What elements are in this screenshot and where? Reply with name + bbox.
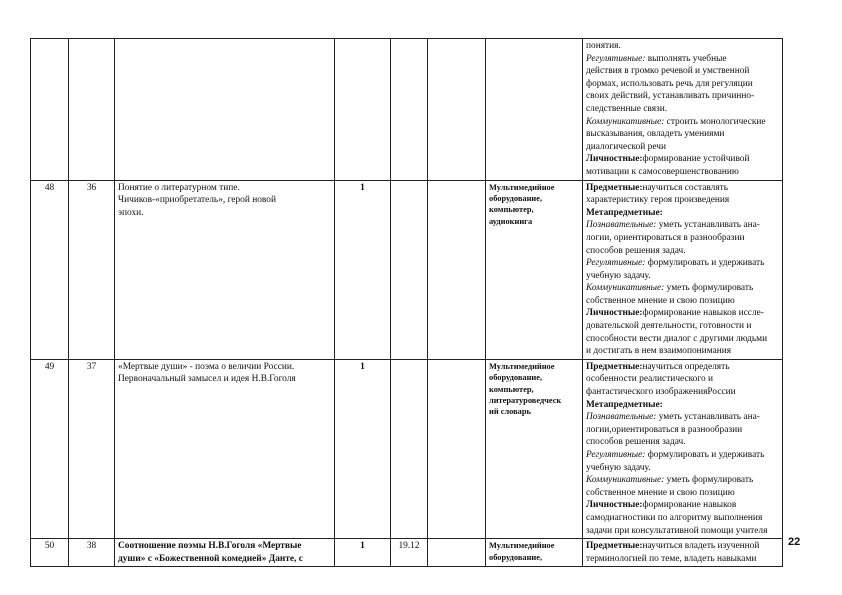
result-line <box>586 207 779 220</box>
result-line <box>586 90 779 103</box>
result-line <box>586 78 779 91</box>
equipment <box>486 180 583 359</box>
cell-empty <box>428 539 486 567</box>
equipment-line: компьютер, <box>489 384 534 394</box>
topic-line: Первоначальный замысел и идея Н.В.Гоголя <box>118 374 296 385</box>
result-line <box>586 166 779 179</box>
result-heading-italic: Регулятивные: <box>586 258 646 269</box>
result-text: особенности реалистического и <box>586 374 714 385</box>
result-line <box>586 257 779 270</box>
result-line <box>586 345 779 358</box>
lesson-number: 48 <box>31 180 69 359</box>
result-line <box>586 361 779 374</box>
result-heading-bold: Личностные: <box>586 500 643 511</box>
result-line <box>586 487 779 500</box>
result-line <box>586 399 779 412</box>
result-line <box>586 499 779 512</box>
result-line <box>586 386 779 399</box>
date <box>391 359 428 538</box>
result-text: формирование навыков <box>642 500 737 511</box>
result-text: логии,ориентироваться в разнообразии <box>586 424 743 435</box>
table-row <box>31 539 783 567</box>
equipment <box>486 539 583 567</box>
equipment-line: ий словарь <box>489 407 531 417</box>
result-text: формирование навыков иссле- <box>642 308 764 319</box>
result-text: своих действий, устанавливать причинно- <box>586 91 755 102</box>
result-text: высказывания, овладеть умениями <box>586 129 725 140</box>
result-line <box>586 116 779 129</box>
result-heading-italic: Познавательные: <box>586 412 657 423</box>
result-text: собственное мнение и свою позицию <box>586 295 735 306</box>
lesson-plan-sheet <box>30 38 782 564</box>
topic-line: «Мертвые души» - поэма о величии России. <box>118 361 295 372</box>
equipment <box>486 359 583 538</box>
topic-number: 36 <box>69 180 115 359</box>
topic-number: 37 <box>69 359 115 538</box>
result-text: фантастического изображенияРоссии <box>586 387 736 398</box>
lesson-topic <box>115 180 335 359</box>
result-text: формах, использовать речь для регуляции <box>586 78 753 89</box>
result-text: самодиагностики по алгоритму выполнения <box>586 512 763 523</box>
result-line <box>586 219 779 232</box>
result-text: формирование устойчивой <box>642 154 750 165</box>
topic-line: Чичиков-«приобретатель», герой новой <box>118 195 276 206</box>
result-line <box>586 40 779 53</box>
result-line <box>586 462 779 475</box>
equipment-line: литературоведческ <box>489 396 562 406</box>
cell-empty <box>115 39 335 181</box>
result-heading-bold: Личностные: <box>586 308 643 319</box>
result-line <box>586 153 779 166</box>
result-heading-bold: Метапредметные: <box>586 399 663 410</box>
result-line <box>586 282 779 295</box>
result-line <box>586 270 779 283</box>
planned-results <box>583 539 783 567</box>
topic-line: Соотношение поэмы Н.В.Гоголя «Мертвые <box>118 541 302 552</box>
hours: 1 <box>335 539 391 567</box>
equipment-line: аудиокнига <box>489 216 533 226</box>
cell-empty <box>335 39 391 181</box>
hours: 1 <box>335 180 391 359</box>
hours: 1 <box>335 359 391 538</box>
result-text: научиться владеть изученной <box>642 541 760 552</box>
result-line <box>586 540 779 553</box>
equipment-line: Мультимедийное <box>489 541 555 551</box>
result-text: уметь устанавливать ана- <box>656 220 760 231</box>
result-line <box>586 373 779 386</box>
planned-results <box>583 180 783 359</box>
result-text: научиться определять <box>642 361 730 372</box>
result-line <box>586 307 779 320</box>
result-text: характеристику героя произведения <box>586 195 730 206</box>
result-text: задачи при консультативной помощи учителя <box>586 525 768 536</box>
result-line <box>586 525 779 538</box>
topic-line: души» с «Божественной комедией» Данте, с <box>118 553 303 564</box>
lesson-number: 49 <box>31 359 69 538</box>
result-line <box>586 411 779 424</box>
result-text: научиться составлять <box>642 182 729 193</box>
result-line <box>586 474 779 487</box>
lesson-topic <box>115 359 335 538</box>
result-line <box>586 295 779 308</box>
result-heading-italic: Регулятивные: <box>586 53 646 64</box>
result-line <box>586 194 779 207</box>
topic-line: Понятие о литературном типе. <box>118 182 240 193</box>
result-heading-italic: Коммуникативные: <box>586 283 665 294</box>
result-line <box>586 553 779 566</box>
cell-empty <box>428 359 486 538</box>
result-text: собственное мнение и свою позицию <box>586 487 735 498</box>
table-row <box>31 359 783 538</box>
planned-results <box>583 359 783 538</box>
result-text: действия в громко речевой и умственной <box>586 66 750 77</box>
result-heading-bold: Предметные: <box>586 182 643 193</box>
equipment-line: оборудование, <box>489 373 543 383</box>
result-text: выполнять учебные <box>645 53 727 64</box>
result-text: строить монологические <box>664 116 766 127</box>
result-heading-bold: Личностные: <box>586 154 643 165</box>
date <box>391 180 428 359</box>
result-heading-bold: Предметные: <box>586 361 643 372</box>
result-heading-bold: Метапредметные: <box>586 207 663 218</box>
cell-empty <box>31 39 69 181</box>
result-line <box>586 182 779 195</box>
result-text: уметь формулировать <box>664 475 754 486</box>
cell-empty <box>69 39 115 181</box>
result-text: способности вести диалог с другими людьми <box>586 333 768 344</box>
result-text: формулировать и удерживать <box>645 450 765 460</box>
result-heading-italic: Познавательные: <box>586 220 657 231</box>
result-text: уметь устанавливать ана- <box>656 412 760 423</box>
result-line <box>586 512 779 525</box>
lesson-plan-table <box>30 38 783 567</box>
result-text: понятия. <box>586 41 621 51</box>
result-line <box>586 103 779 116</box>
table-row <box>31 180 783 359</box>
result-text: способов решения задач. <box>586 437 686 448</box>
result-text: формулировать и удерживать <box>645 258 765 269</box>
result-line <box>586 449 779 462</box>
equipment-line: оборудование, <box>489 193 543 203</box>
result-line <box>586 128 779 141</box>
date: 19.12 <box>391 539 428 567</box>
result-text: довательской деятельности, готовности и <box>586 321 752 332</box>
result-line <box>586 141 779 154</box>
result-line <box>586 320 779 333</box>
lesson-topic <box>115 539 335 567</box>
cell-empty <box>428 39 486 181</box>
result-text: логии, ориентироваться в разнообразии <box>586 232 745 243</box>
result-line <box>586 245 779 258</box>
result-text: диалогической речи <box>586 141 667 152</box>
result-heading-italic: Коммуникативные: <box>586 116 665 127</box>
equipment-line: оборудование, <box>489 552 543 562</box>
result-text: следственные связи. <box>586 103 668 114</box>
table-row-continuation <box>31 39 783 181</box>
result-text: и достигать в нем взаимопонимания <box>586 346 732 357</box>
cell-empty <box>486 39 583 181</box>
result-heading-italic: Регулятивные: <box>586 450 646 460</box>
topic-number: 38 <box>69 539 115 567</box>
lesson-number: 50 <box>31 539 69 567</box>
result-heading-italic: Коммуникативные: <box>586 475 665 486</box>
cell-empty <box>428 180 486 359</box>
result-line <box>586 53 779 66</box>
result-text: уметь формулировать <box>664 283 754 294</box>
result-text: способов решения задач. <box>586 245 686 256</box>
page-number: 22 <box>788 536 801 548</box>
result-line <box>586 232 779 245</box>
result-line <box>586 333 779 346</box>
topic-line: эпохи. <box>118 207 144 218</box>
result-text: учебную задачу. <box>586 270 651 281</box>
equipment-line: компьютер, <box>489 205 534 215</box>
equipment-line: Мультимедийное <box>489 361 555 371</box>
continuation-results-cell <box>583 39 783 181</box>
result-line <box>586 436 779 449</box>
result-line <box>586 424 779 437</box>
equipment-line: Мультимедийное <box>489 182 555 192</box>
result-text: учебную задачу. <box>586 462 651 473</box>
result-line <box>586 65 779 78</box>
result-heading-bold: Предметные: <box>586 541 643 552</box>
result-text: мотивации к самосовершенствованию <box>586 166 739 177</box>
result-text: терминологией по теме, владеть навыками <box>586 553 757 564</box>
cell-empty <box>391 39 428 181</box>
